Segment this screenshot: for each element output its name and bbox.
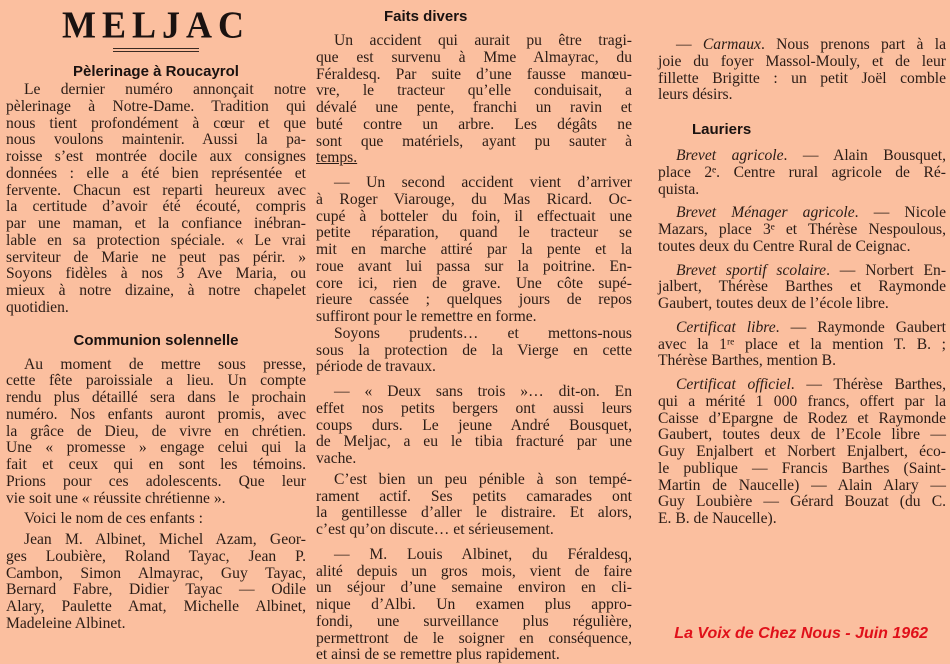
award-title: Brevet sportif scolaire xyxy=(676,261,827,279)
column-2 xyxy=(316,0,632,664)
text-line: qui a mérité 1 000 francs, offert par la xyxy=(658,392,946,410)
text-line: roisse s’est montrée docile aux consignes xyxy=(6,148,306,165)
text-line: effet nos petits bergers ont aussi leurs xyxy=(316,399,632,417)
text-line: rieure cassée ; quelques jours de repos xyxy=(316,291,632,309)
text-line: Voici le nom de ces enfants : xyxy=(24,510,203,528)
text-line: pèlerinage à Notre-Dame. Tradition qui xyxy=(6,97,306,115)
text-line: Gaubert, toutes deux de l’Ecole libre — xyxy=(658,426,946,444)
paragraph-communion xyxy=(6,357,306,508)
text-line: buté contre un arbre. Les dégâts ne xyxy=(316,115,632,133)
text-line: Au moment de mettre sous presse, xyxy=(24,355,306,373)
text-line: fait et ceux qui en sont les témoins. xyxy=(6,456,306,473)
text-line: Cambon, Simon Almayrac, Guy Tayac, xyxy=(6,564,306,582)
text-line: vre, le tracteur qu’elle conduisait, a xyxy=(316,82,632,100)
text-line: permettront de le soigner en conséquence, xyxy=(316,629,632,647)
text-line: quista. xyxy=(658,180,700,198)
column-1 xyxy=(6,0,306,633)
paragraph-children-names xyxy=(6,532,306,633)
award-first-line: Certificat officiel. — Thérèse Barthes, xyxy=(676,376,946,393)
text-line: sous la protection de la Vierge en cette xyxy=(316,341,632,359)
text-line: toutes deux du Centre Rural de Ceignac. xyxy=(658,237,911,255)
text-line: core ici, rien de grave. Une côte supé- xyxy=(316,274,632,292)
text-line: jalbert, Thérèse Barthes et Raymonde xyxy=(658,278,946,296)
paragraph-pelerinage xyxy=(6,82,306,317)
text-line: mieux à notre dizaine, à notre chapelet xyxy=(6,282,306,299)
text-line: ges Loubière, Roland Tayac, Jean P. xyxy=(6,547,306,565)
award-title: Brevet Ménager agricole xyxy=(676,204,855,222)
paragraph-accident-2 xyxy=(316,175,632,326)
text-line: Mazars, place 3ᵉ et Thérèse Nespoulous, xyxy=(658,221,946,238)
text-line: vie soit une « réussite chrétienne ». xyxy=(6,489,226,507)
text-line: fondi, une surveillance plus régulière, xyxy=(316,612,632,630)
text-line: quotidien. xyxy=(6,298,69,316)
award-first-line: Brevet sportif scolaire. — Norbert En- xyxy=(676,261,947,279)
text-line: la certitude d’avoir été écouté, compris xyxy=(6,198,306,216)
text-line: nous tient profondément à cœur et que xyxy=(6,114,306,132)
text-line: par une maman, et la confiance inébran- xyxy=(6,215,306,232)
text-line: numéro. Nos enfants auront promis, avec xyxy=(6,405,306,423)
awards-list xyxy=(658,148,946,535)
text-line: de Meljac, a eu le tibia fracturé par une xyxy=(316,433,632,451)
text-line: — Un second accident vient d’arriver xyxy=(334,174,632,191)
text-line: temps. xyxy=(316,149,358,167)
text-line: Guy Loubière — Gérard Bouzat (du C. xyxy=(658,493,946,511)
text-line: Prions pour ces adolescents. Que leur xyxy=(6,472,306,490)
award-first-line: Brevet Ménager agricole. — Nicole xyxy=(676,204,946,222)
text-line: Soyons fidèles à nos 3 Ave Maria, ou xyxy=(6,265,306,283)
text-line: serviteur de Marie ne peut pas périr. » xyxy=(6,248,306,266)
text-line: Guy Enjalbert et Norbert Enjalbert, éco- xyxy=(658,443,946,460)
text-line: que est survenu à Mme Almayrac, du xyxy=(316,48,632,66)
award-entry xyxy=(658,377,946,528)
text-line: Bernard Fabre, Didier Tayac — Odile xyxy=(6,581,306,599)
text-line: la gentillesse d’aller le distraire. Et alors, xyxy=(316,504,632,522)
text-line: dévalé une pente, franchi un ravin et xyxy=(316,99,632,116)
text-line: Thérèse Barthes, mention B. xyxy=(658,352,836,370)
paragraph-accident-1 xyxy=(316,33,632,167)
text-line: avec la 1ʳᵉ place et la mention T. B. ; xyxy=(658,335,946,353)
paragraph-prudence xyxy=(316,326,632,376)
text-line: C’est bien un peu pénible à son tempé- xyxy=(334,470,632,488)
text-line: Gaubert, toutes deux de l’école libre. xyxy=(658,295,889,312)
heading-pelerinage: Pèlerinage à Roucayrol xyxy=(73,63,239,80)
paragraph-temperament xyxy=(316,472,632,539)
text-line: Martin de Naucelle) — Alain Alary — xyxy=(658,476,946,494)
text-line: Jean M. Albinet, Michel Azam, Geor- xyxy=(24,531,306,548)
text-line: mit en marche attiré par la pente et la xyxy=(316,241,632,258)
heading-communion: Communion solennelle xyxy=(73,331,239,349)
text-line: lable en sa protection spéciale. « Le vrai xyxy=(6,231,306,249)
text-line: — « Deux sans trois »… dit-on. En xyxy=(334,383,632,400)
text-line: Soyons prudents… et mettons-nous xyxy=(334,324,632,342)
text-line: c’est qu’on discute… et sérieusement. xyxy=(316,521,554,538)
award-entry xyxy=(658,148,946,198)
award-entry xyxy=(658,263,946,313)
paragraph-carmaux: — Carmaux. Nous prenons part à la joie du foyer Massol-Mouly, et de leur fillette Brigitte : un petit Joël comble leurs désirs. xyxy=(658,36,946,104)
text-line: alité depuis un gros mois, vient de faire xyxy=(316,562,632,580)
text-line: Le dernier numéro annonçait notre xyxy=(24,81,306,98)
text-line: nique d’Albi. Un examen plus appro- xyxy=(316,596,632,613)
award-entry xyxy=(658,205,946,255)
text-line: le publique — Francis Barthes (Saint- xyxy=(658,459,946,477)
text-line: sont que matériels, ayant pu sauter à xyxy=(316,132,632,150)
text-line: coups durs. Le jeune André Bousquet, xyxy=(316,416,632,434)
text-line: roue avant lui passa sur la poitrine. En- xyxy=(316,257,632,275)
text-line: à Roger Viarouge, du Mas Ricard. Oc- xyxy=(316,190,632,208)
text-line: Un accident qui aurait pu être tragi- xyxy=(334,32,632,49)
text-line: petite réparation, quand le tracteur se xyxy=(316,224,632,242)
heading-lauriers: Lauriers xyxy=(692,121,752,138)
text-line: Féraldesq. Par suite d’une fausse manœu- xyxy=(316,65,632,83)
award-title: Brevet agricole xyxy=(676,147,784,164)
text-line: suffiront pour le remettre en forme. xyxy=(316,308,537,325)
text-line: cette fête paroissiale a lieu. Un compte xyxy=(6,372,306,390)
text-line: rendu plus détaillé sera dans le prochain xyxy=(6,389,306,406)
text-line: Madeleine Albinet. xyxy=(6,614,126,632)
paragraph-children-intro xyxy=(6,511,306,528)
text-line: fervente. Chacun est reparti heureux avec xyxy=(6,181,306,199)
text-line: cupé à botteler du foin, il effectuait une xyxy=(316,207,632,225)
carmaux-first-line: — Carmaux. Nous prenons part à la xyxy=(676,36,946,53)
award-title: Certificat libre xyxy=(676,318,776,336)
text-line: rament actif. Ses petits camarades ont xyxy=(316,487,632,505)
text-line: nous voulons maintenir. Aussi la pa- xyxy=(6,131,306,149)
text-line: place 2ᵉ. Centre rural agricole de Ré- xyxy=(658,163,946,181)
paragraph-louis-albinet xyxy=(316,547,632,664)
heading-faits-divers: Faits divers xyxy=(384,8,468,25)
carmaux-place: Carmaux xyxy=(702,36,761,53)
footer-source-caption: La Voix de Chez Nous - Juin 1962 xyxy=(674,625,928,642)
text-line: vache. xyxy=(316,450,357,467)
text-line: Caisse d’Epargne de Rodez et Raymonde xyxy=(658,409,946,427)
text-line: données : elle a été bien représentée et xyxy=(6,164,306,182)
award-first-line: Certificat libre. — Raymonde Gaubert xyxy=(676,318,946,336)
text-line: Alary, Paulette Amat, Michelle Albinet, xyxy=(6,598,306,615)
text-line: Une « promesse » engage celui qui la xyxy=(6,439,306,457)
text-line: — M. Louis Albinet, du Féraldesq, xyxy=(334,545,632,563)
text-line: et ainsi de se remettre plus rapidement. xyxy=(316,646,560,664)
award-first-line: Brevet agricole. — Alain Bousquet, xyxy=(676,147,947,164)
award-title: Certificat officiel xyxy=(676,376,791,393)
text-line: E. B. de Naucelle). xyxy=(658,510,777,527)
text-line: un séjour d’une semaine environ en cli- xyxy=(316,579,632,597)
award-entry xyxy=(658,320,946,370)
text-line: la grâce de Dieu, de vivre en chrétien. xyxy=(6,422,306,440)
text-line: période de travaux. xyxy=(316,358,436,376)
masthead-title: MELJAC xyxy=(62,4,250,47)
column-3 xyxy=(658,0,946,535)
paragraph-deux-sans-trois xyxy=(316,384,632,468)
